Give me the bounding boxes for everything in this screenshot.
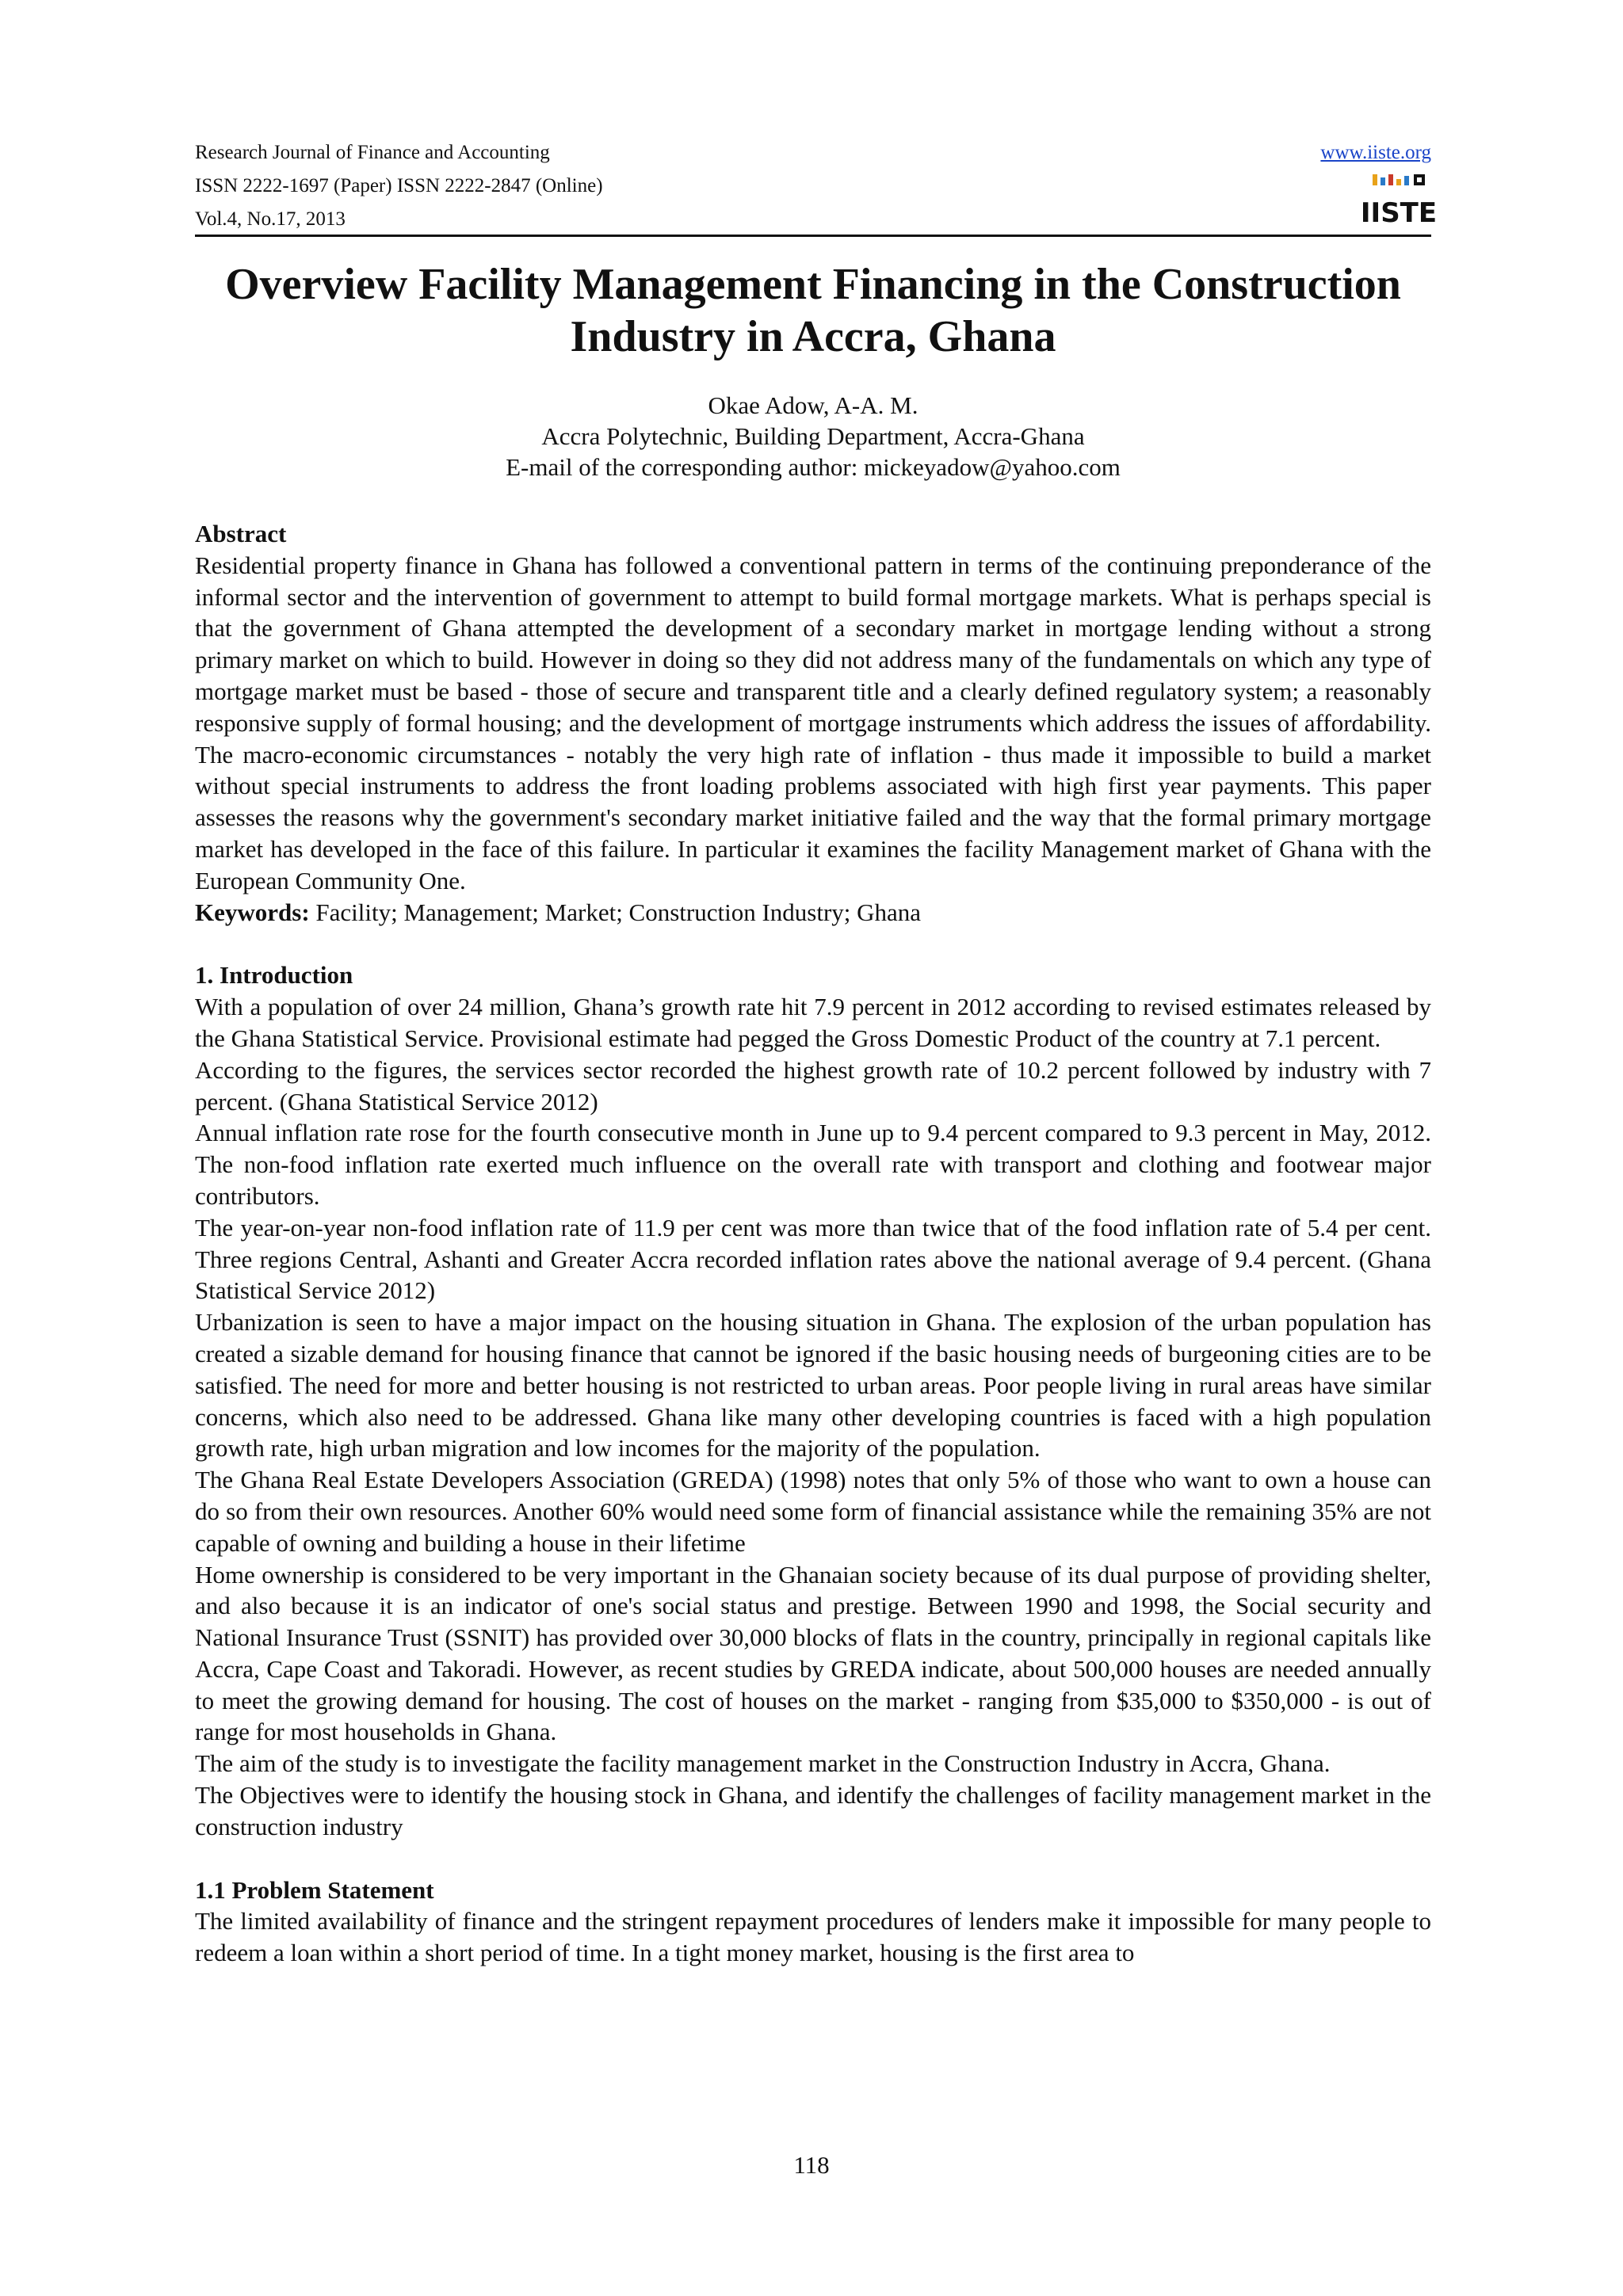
journal-volume: Vol.4, No.17, 2013	[195, 208, 346, 230]
header-divider	[195, 235, 1431, 237]
paper-body	[195, 518, 1431, 1969]
abstract-heading: Abstract	[195, 520, 287, 547]
keywords-line	[195, 897, 1431, 929]
author-email: E-mail of the corresponding author: mickeyadow@yahoo.com	[506, 453, 1121, 481]
author-block	[195, 390, 1431, 482]
keywords-list: Facility; Management; Market; Construction Industry; Ghana	[309, 898, 922, 926]
intro-paragraph: The Ghana Real Estate Developers Association (GREDA) (1998) notes that only 5% of those who want to own a house can do so from their own resources. Another 60% would need some form of financial assistance while the remaining 35% are not capable of owning and building a house in their lifetime	[195, 1466, 1431, 1557]
intro-paragraph: According to the figures, the services sector recorded the highest growth rate of 10.2 percent followed by industry with 7 percent. (Ghana Statistical Service 2012)	[195, 1055, 1431, 1116]
journal-url-link[interactable]: www.iiste.org	[1320, 142, 1431, 163]
problem-text: The limited availability of finance and the stringent repayment procedures of lenders make it impossible for many people to redeem a loan within a short period of time. In a tight money market, housing is the first area to	[195, 1907, 1431, 1967]
intro-heading: 1. Introduction	[195, 961, 353, 990]
intro-paragraph: Urbanization is seen to have a major impact on the housing situation in Ghana. The explosion of the urban population has created a sizable demand for housing finance that cannot be ignored if the basic housing needs of burgeoning cities are to be satisfied. The need for more and better housing is not restricted to urban areas. Poor people living in rural areas have similar concerns, which also need to be addressed. Ghana like many other developing countries is faced with a high population growth rate, high urban migration and low incomes for the majority of the population.	[195, 1308, 1431, 1463]
page-number: 118	[793, 2151, 830, 2179]
intro-paragraph: Annual inflation rate rose for the fourth consecutive month in June up to 9.4 percent compared to 9.3 percent in May, 2012. The non-food inflation rate exerted much influence on the overall rate with transport and clothing and footwear major contributors.	[195, 1119, 1431, 1210]
intro-paragraph: The Objectives were to identify the housing stock in Ghana, and identify the challenges of facility management market in the construction industry	[195, 1781, 1431, 1840]
abstract-text: Residential property finance in Ghana has followed a conventional pattern in terms of the continuing preponderance of the informal sector and the intervention of government to attempt to build formal mortgage markets. What is perhaps special is that the government of Ghana attempted the development of a secondary market in mortgage lending without a strong primary market on which to build. However in doing so they did not address many of the fundamentals on which any type of mortgage market must be based - those of secure and transparent title and a clearly defined regulatory system; a reasonably responsive supply of formal housing; and the development of mortgage instruments which address the issues of affordability. The macro-economic circumstances - notably the very high rate of inflation - thus made it impossible to build a market without special instruments to address the front loading problems associated with high first year payments. This paper assesses the reasons why the government's secondary market initiative failed and the way that the formal primary mortgage market has developed in the face of this failure. In particular it examines the facility Management market of Ghana with the European Community One.	[195, 551, 1431, 894]
logo-text: IISTE	[1360, 197, 1438, 229]
journal-issn: ISSN 2222-1697 (Paper) ISSN 2222-2847 (Online)	[195, 175, 603, 196]
intro-paragraph: With a population of over 24 million, Ghana’s growth rate hit 7.9 percent in 2012 according to revised estimates released by the Ghana Statistical Service. Provisional estimate had pegged the Gross Domestic Product of the country at 7.1 percent.	[195, 993, 1431, 1052]
iiste-logo	[1360, 173, 1438, 230]
paper-title: Overview Facility Management Financing in the Construction Industry in Accra, Ghana	[225, 260, 1401, 361]
intro-paragraph: Home ownership is considered to be very important in the Ghanaian society because of its dual purpose of providing shelter, and also because it is an indicator of one's social status and prestige. Between 1990 and 1998, the Social security and National Insurance Trust (SSNIT) has provided over 30,000 blocks of flats in the country, principally in regional capitals like Accra, Cape Coast and Takoradi. However, as recent studies by GREDA indicate, about 500,000 houses are needed annually to meet the growing demand for housing. The cost of houses on the market - ranging from $35,000 to $350,000 - is out of range for most households in Ghana.	[195, 1560, 1431, 1746]
keywords-label: Keywords:	[195, 898, 310, 926]
intro-paragraph: The aim of the study is to investigate the facility management market in the Construction Industry in Accra, Ghana.	[195, 1749, 1331, 1778]
intro-paragraph: The year-on-year non-food inflation rate of 11.9 per cent was more than twice that of the food inflation rate of 5.4 per cent. Three regions Central, Ashanti and Greater Accra recorded inflation rates above the national average of 9.4 percent. (Ghana Statistical Service 2012)	[195, 1213, 1431, 1305]
journal-name: Research Journal of Finance and Accounting	[195, 142, 550, 163]
author-name: Okae Adow, A-A. M.	[708, 391, 918, 419]
journal-header	[195, 136, 1438, 236]
problem-heading: 1.1 Problem Statement	[195, 1875, 434, 1904]
author-affiliation: Accra Polytechnic, Building Department, Accra-Ghana	[541, 422, 1085, 450]
